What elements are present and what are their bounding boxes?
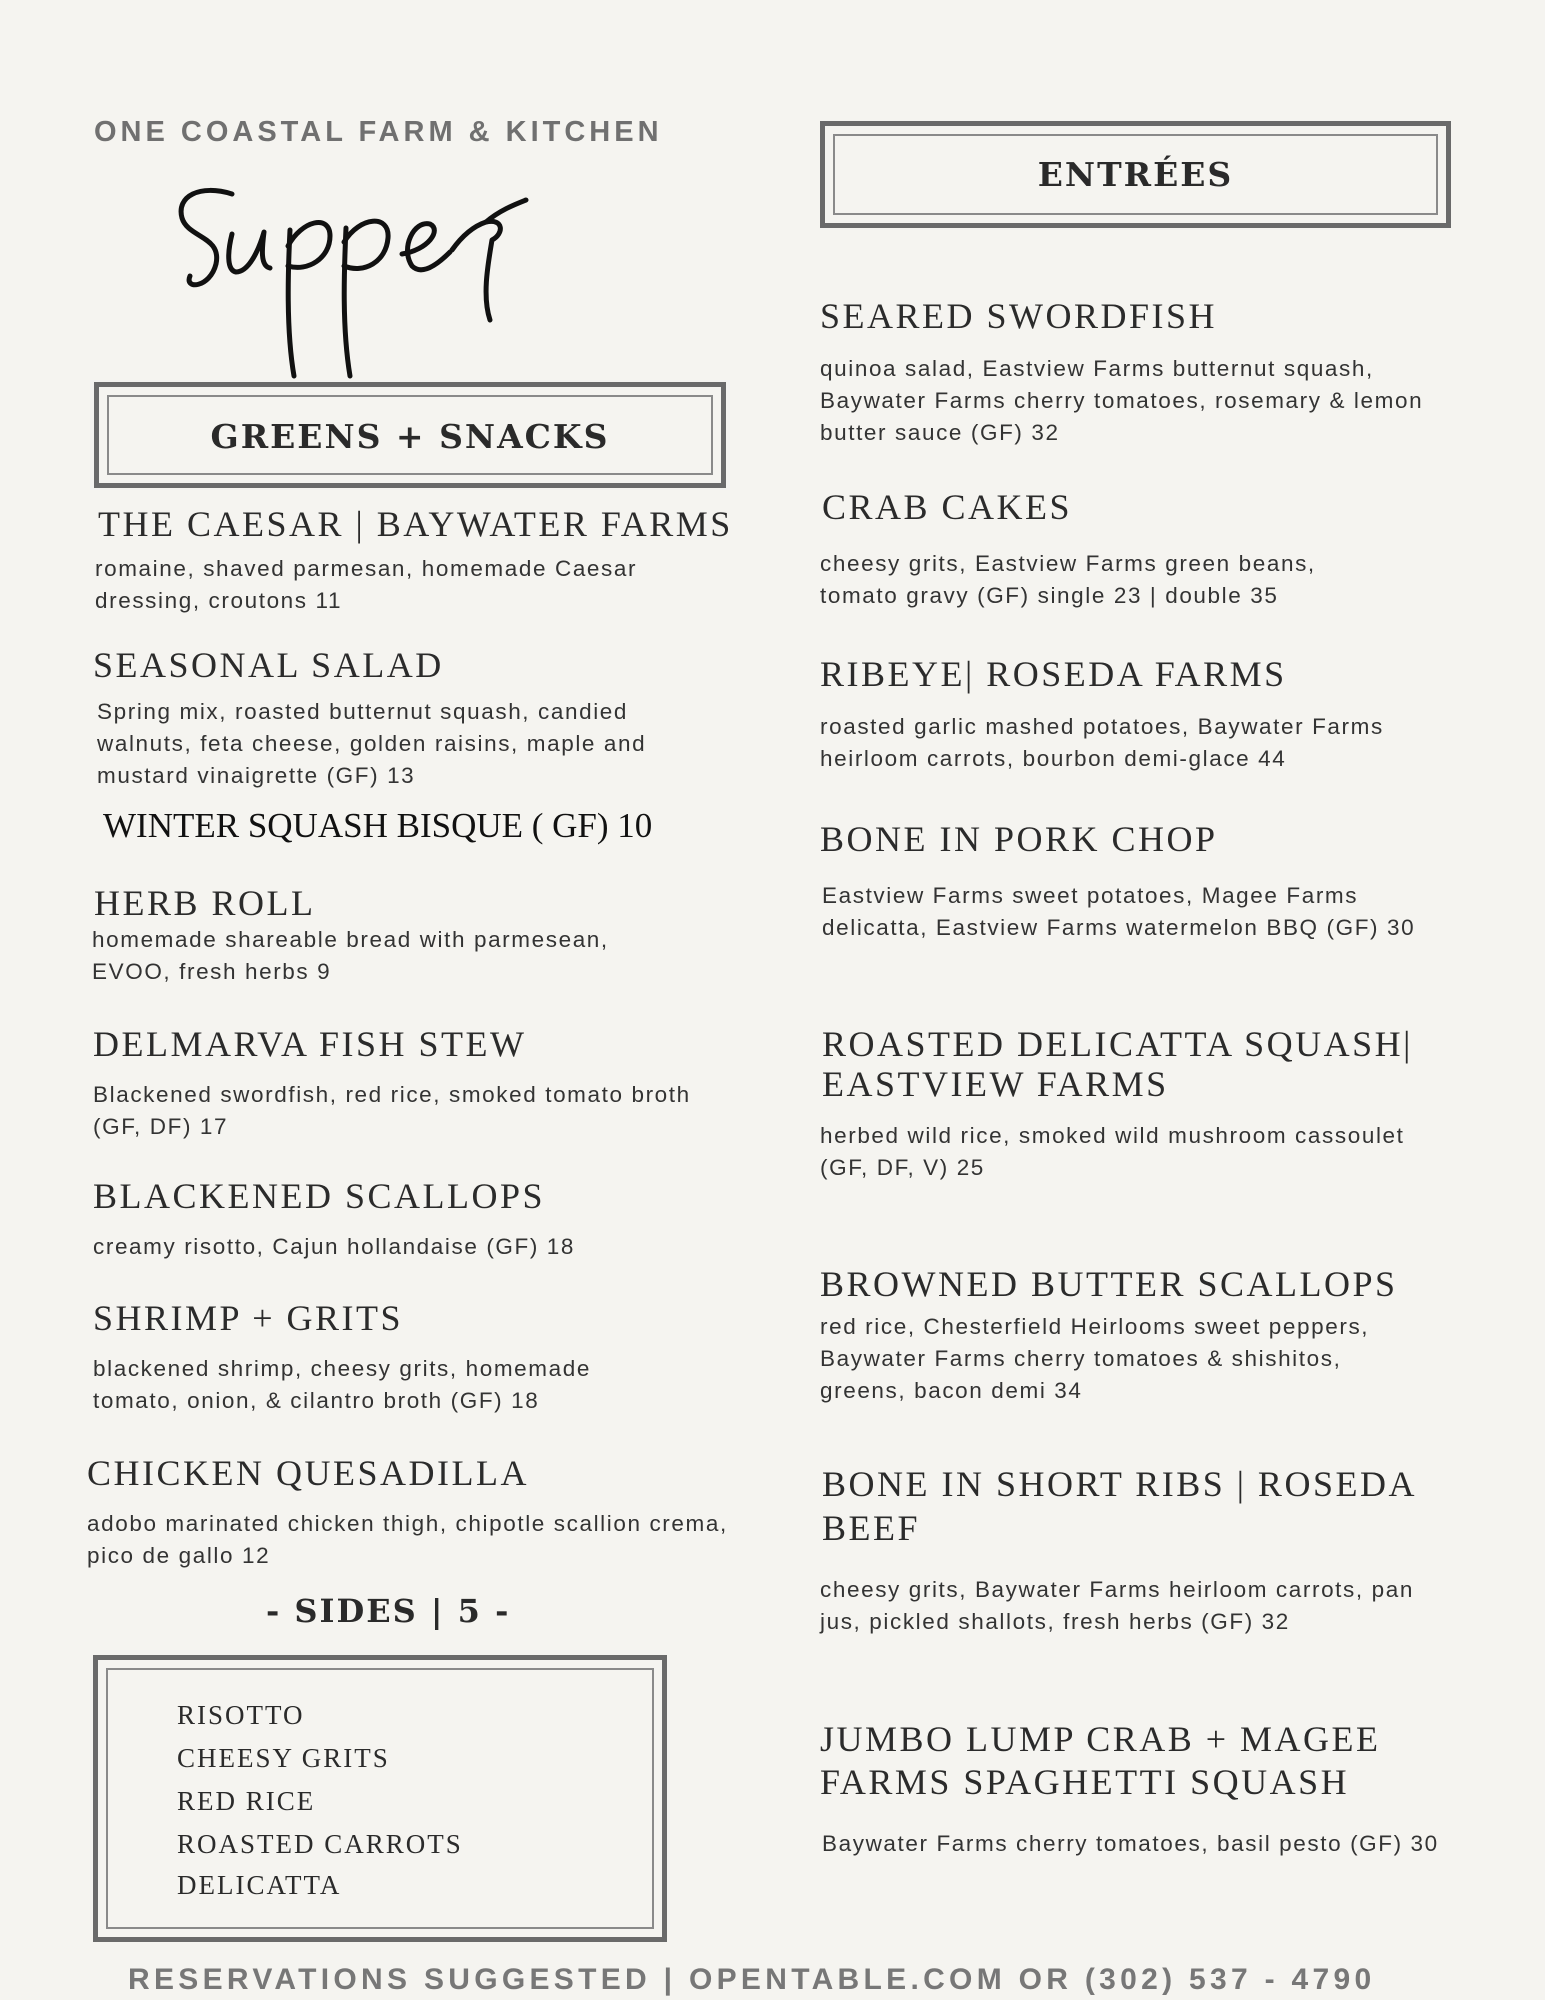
menu-item-name: SEARED SWORDFISH xyxy=(820,296,1218,336)
menu-item-description: adobo marinated chicken thigh, chipotle scallion crema, pico de gallo 12 xyxy=(87,1511,728,1568)
menu-item xyxy=(93,1297,733,1417)
menu-item xyxy=(93,644,733,792)
menu-item-name: DELMARVA FISH STEW xyxy=(93,1024,527,1064)
side-item: DELICATTA xyxy=(177,1870,342,1900)
menu-item-name: THE CAESAR | BAYWATER FARMS xyxy=(98,504,733,544)
menu-item xyxy=(94,882,734,988)
side-item: CHEESY GRITS xyxy=(177,1743,390,1773)
section-title-entrees: ENTRÉES xyxy=(1037,155,1234,194)
menu-item-name: HERB ROLL xyxy=(94,883,316,923)
reservations-footer: RESERVATIONS SUGGESTED | OPENTABLE.COM OR (302) 537 - 4790 xyxy=(128,1963,1376,1996)
menu-item-name: BROWNED BUTTER SCALLOPS xyxy=(820,1264,1398,1304)
menu-item-description: creamy risotto, Cajun hollandaise (GF) 18 xyxy=(93,1234,576,1259)
menu-item-name: ROASTED DELICATTA SQUASH| EASTVIEW FARMS xyxy=(822,1024,1413,1104)
sides-list xyxy=(177,1694,463,1904)
menu-item-name: BONE IN SHORT RIBS | ROSEDA BEEF xyxy=(822,1464,1415,1548)
menu-item xyxy=(87,1452,747,1572)
menu-item xyxy=(820,1718,1460,1860)
menu-item-description: Baywater Farms cherry tomatoes, basil pesto (GF) 30 xyxy=(822,1831,1439,1856)
menu-item-description: cheesy grits, Baywater Farms heirloom carrots, pan jus, pickled shallots, fresh herbs (GF) 32 xyxy=(820,1577,1414,1634)
menu-item-description: romaine, shaved parmesan, homemade Caesar dressing, croutons 11 xyxy=(95,556,638,613)
section-title-greens-snacks: GREENS + SNACKS xyxy=(210,417,610,456)
menu-item-description: roasted garlic mashed potatoes, Baywater Farms heirloom carrots, bourbon demi-glace 44 xyxy=(820,714,1384,771)
entrees-header-box xyxy=(820,121,1451,228)
menu-item-description: red rice, Chesterfield Heirlooms sweet peppers, Baywater Farms cherry tomatoes & shishitos, greens, bacon demi 34 xyxy=(820,1314,1370,1403)
restaurant-name: ONE COASTAL FARM & KITCHEN xyxy=(94,116,663,148)
sides-title: - SIDES | 5 - xyxy=(266,1592,511,1630)
greens-snacks-header-box xyxy=(94,382,726,488)
side-item: RED RICE xyxy=(177,1786,316,1816)
side-item: RISOTTO xyxy=(177,1700,305,1730)
side-item: ROASTED CARROTS xyxy=(177,1829,463,1859)
menu-item-description: Blackened swordfish, red rice, smoked tomato broth (GF, DF) 17 xyxy=(93,1082,691,1139)
menu-item-name: SHRIMP + GRITS xyxy=(93,1298,404,1338)
menu-item-name: JUMBO LUMP CRAB + MAGEE FARMS SPAGHETTI SQUASH xyxy=(820,1719,1381,1802)
sides-box xyxy=(93,1655,667,1942)
menu-item xyxy=(822,486,1462,612)
menu-item xyxy=(95,503,738,617)
menu-item xyxy=(820,295,1460,449)
menu-item-name: BLACKENED SCALLOPS xyxy=(93,1176,546,1216)
menu-item xyxy=(822,1462,1462,1638)
menu-item-description: quinoa salad, Eastview Farms butternut squash, Baywater Farms cherry tomatoes, rosemary & lemon butter sauce (GF) 32 xyxy=(820,356,1424,445)
menu-item-description: Spring mix, roasted butternut squash, candied walnuts, feta cheese, golden raisins, maple and mustard vinaigrette (GF) 13 xyxy=(97,699,647,788)
menu-item-soup: WINTER SQUASH BISQUE ( GF) 10 xyxy=(103,806,653,845)
menu-item xyxy=(822,1024,1462,1184)
menu-item xyxy=(93,1023,733,1143)
menu-item xyxy=(93,1175,733,1263)
menu-item-description: herbed wild rice, smoked wild mushroom cassoulet (GF, DF, V) 25 xyxy=(820,1123,1405,1180)
menu-item-description: blackened shrimp, cheesy grits, homemade tomato, onion, & cilantro broth (GF) 18 xyxy=(93,1356,591,1413)
menu-item xyxy=(820,653,1460,775)
menu-item xyxy=(820,818,1460,944)
menu-item-name: SEASONAL SALAD xyxy=(93,645,444,685)
menu-item-description: homemade shareable bread with parmesean, EVOO, fresh herbs 9 xyxy=(92,927,609,984)
menu-item-description: cheesy grits, Eastview Farms green beans, tomato gravy (GF) single 23 | double 35 xyxy=(820,551,1316,608)
menu-item-description: Eastview Farms sweet potatoes, Magee Farms delicatta, Eastview Farms watermelon BBQ (GF) 30 xyxy=(822,883,1416,940)
menu-item-name: RIBEYE| ROSEDA FARMS xyxy=(820,654,1287,694)
menu-item-name: CHICKEN QUESADILLA xyxy=(87,1453,529,1493)
menu-item-name: BONE IN PORK CHOP xyxy=(820,819,1218,859)
menu-item-name: CRAB CAKES xyxy=(822,487,1073,527)
menu-item xyxy=(820,1263,1460,1407)
